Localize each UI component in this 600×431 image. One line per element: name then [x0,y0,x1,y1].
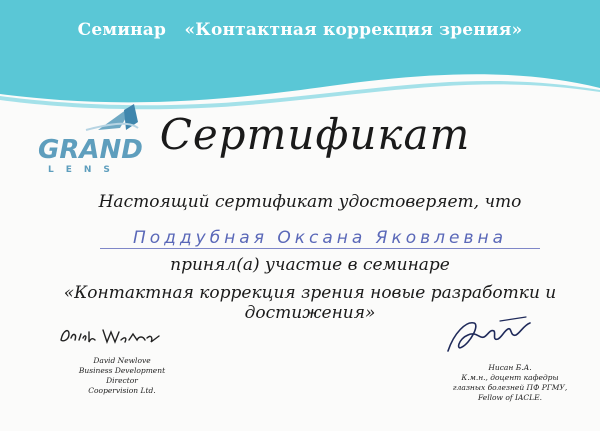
signatory-left-line: Director [106,376,138,385]
recipient-name: Поддубная Оксана Яковлевна [132,228,508,248]
seminar-name: «Контактная коррекция зрения новые разработки и достижения» [63,283,557,323]
certificate-statement: Настоящий сертификат удостоверяет, что [98,192,522,212]
logo-wordmark: GRAND [38,135,143,165]
logo-subword: LENS [48,165,122,175]
signature-left [55,322,165,348]
signatory-right-line: К.м.н., доцент кафедры [461,373,559,382]
participation-statement: принял(а) участие в семинаре [170,255,450,275]
signatory-left-line: Coopervision Ltd. [88,386,156,395]
signatory-right-line: глазных болезней ПФ РГМУ, [452,383,568,392]
signatory-left [62,356,182,396]
grand-lens-logo [26,100,146,180]
signatory-left-name: David Newlove [93,356,151,365]
recipient-underline [100,248,540,249]
certificate-title: Сертификат [159,110,471,159]
signatory-right-name: Нисан Б.А. [488,363,532,372]
seminar-banner-title: Семинар «Контактная коррекция зрения» [77,20,523,40]
signature-right [440,313,535,357]
signatory-right-line: Fellow of IACLE. [478,393,542,402]
signatory-right [440,363,580,403]
signatory-left-line: Business Development [78,366,166,375]
